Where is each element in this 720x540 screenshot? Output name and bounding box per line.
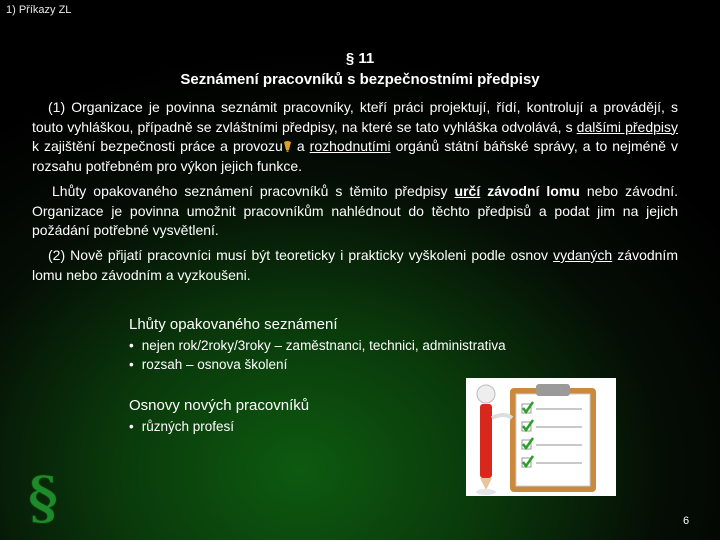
clipboard-checklist-icon xyxy=(466,378,616,496)
section-heading-lhuty: Lhůty opakovaného seznámení xyxy=(129,316,338,333)
section-sign-logo-icon xyxy=(14,464,72,526)
svg-text:§: § xyxy=(27,464,59,526)
bullet-item: • různých profesí xyxy=(129,419,234,434)
bullet-item: • nejen rok/2roky/3roky – zaměstnanci, technici, administrativa xyxy=(129,338,506,353)
paragraph-1 xyxy=(32,98,678,176)
paragraph-2 xyxy=(32,182,678,241)
p3-text-a: (2) Nově přijatí pracovníci musí být teoreticky i prakticky vyškoleni podle osnov xyxy=(48,247,554,263)
p1-text-a: (1) Organizace je povinna seznámit pracovníky, kteří práci projektují, řídí, kontrolují a provádějí, s touto vyhláškou, případně se zvláštními předpisy, na které se tato vyhláška odvolává, s xyxy=(32,99,678,135)
clipboard-image xyxy=(466,378,616,496)
p1-link-rozhodnutimi: rozhodnutími xyxy=(309,138,391,154)
p1-text-d: orgánů státní báňské správy, a to nejméně v rozsahu potřebném pro výkon jejich funkce. xyxy=(32,138,678,174)
p1-text-c: a xyxy=(291,138,310,154)
pencil-figure-icon xyxy=(476,385,512,495)
section-number: § 11 xyxy=(345,50,375,67)
page-number: 6 xyxy=(683,515,690,527)
warning-icon xyxy=(283,141,292,152)
paragraph-3 xyxy=(32,246,678,285)
p2-text-c: nebo závodní. Organizace je povinna umožnit pracovníkům nahlédnout do těchto předpisů a podat jim na jejich požádání potřebné vysvětlení. xyxy=(32,183,678,238)
p1-link-dalsi-predpisy: dalšími předpisy xyxy=(576,118,679,135)
section-title: Seznámení pracovníků s bezpečnostními předpisy xyxy=(180,71,540,88)
p2-zavodni-lomu: závodní lomu xyxy=(487,183,580,199)
bullet-item: • rozsah – osnova školení xyxy=(129,357,287,372)
p1-text-b: k zajištění bezpečnosti práce a provozu xyxy=(32,138,283,154)
section-heading-osnovy: Osnovy nových pracovníků xyxy=(129,397,310,414)
p3-vydanych: vydaných xyxy=(553,247,613,263)
p2-text-a: Lhůty opakovaného seznámení pracovníků s těmito předpisy xyxy=(52,183,455,199)
breadcrumb: 1) Příkazy ZL xyxy=(6,4,72,16)
p2-urci: určí xyxy=(454,183,481,199)
slide-title xyxy=(0,48,720,90)
p3-text-b: závodním lomu nebo závodním a vyzkoušeni. xyxy=(32,247,678,283)
